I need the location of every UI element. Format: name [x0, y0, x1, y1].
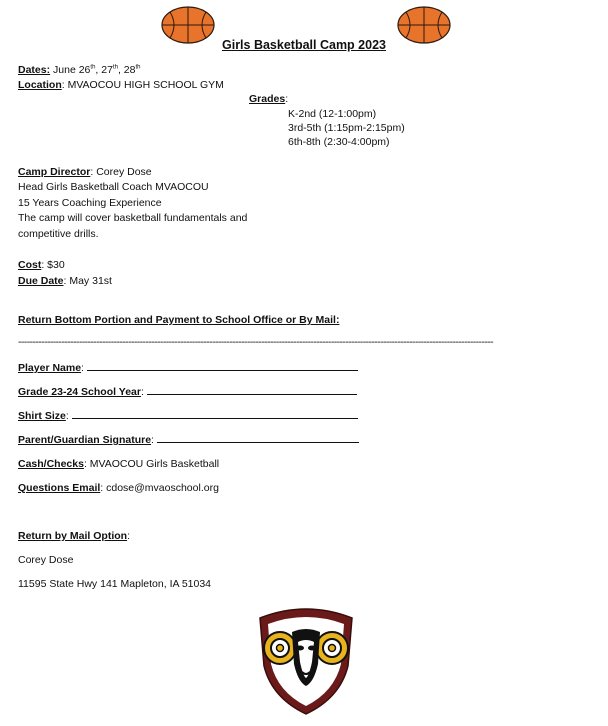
cost-value: : $30 [41, 259, 65, 271]
director-detail: Head Girls Basketball Coach MVAOCOU [18, 181, 209, 193]
grade-label: Grade 23-24 School Year [18, 386, 141, 398]
page-title: Girls Basketball Camp 2023 [222, 38, 386, 52]
ram-crest-logo [256, 604, 356, 716]
return-heading: Return Bottom Portion and Payment to School Office or By Mail: [18, 314, 340, 326]
player-name-blank[interactable] [87, 369, 358, 371]
cash-checks-value: : MVAOCOU Girls Basketball [83, 458, 220, 470]
signature-label: Parent/Guardian Signature [18, 434, 152, 446]
director-line [18, 166, 152, 178]
location-line [18, 79, 224, 91]
grade-blank[interactable] [147, 393, 357, 395]
grades-heading: Grades: [249, 93, 289, 105]
director-value: : Corey Dose [90, 166, 152, 178]
director-detail: competitive drills. [18, 228, 99, 240]
grade-item: 3rd-5th (1:15pm-2:15pm) [288, 122, 405, 134]
cash-checks-label: Cash/Checks [18, 458, 84, 470]
director-detail: The camp will cover basketball fundamentals and [18, 212, 248, 224]
grade-item: 6th-8th (2:30-4:00pm) [288, 136, 390, 148]
questions-label: Questions Email [18, 482, 101, 494]
location-label: Location [18, 79, 62, 91]
grade-item: K-2nd (12-1:00pm) [288, 108, 377, 120]
mail-option-label: Return by Mail Option [18, 530, 128, 542]
cash-checks-line [18, 458, 219, 470]
dates-label: Dates: [18, 64, 51, 76]
player-name-field[interactable]: Player Name: [18, 362, 358, 374]
player-name-label: Player Name [18, 362, 82, 374]
mail-address: 11595 State Hwy 141 Mapleton, IA 51034 [18, 578, 212, 590]
due-date-line [18, 275, 112, 287]
shirt-size-label: Shirt Size [18, 410, 66, 422]
grades-label: Grades [249, 93, 286, 105]
cut-line: -------------------------------------------------------------------------------------------------------------------------------------------------------------------- [18, 336, 494, 348]
cost-line [18, 259, 65, 271]
questions-line [18, 482, 219, 494]
shirt-size-blank[interactable] [72, 417, 358, 419]
questions-email: : cdose@mvaoschool.org [100, 482, 219, 494]
due-date-label: Due Date [18, 275, 64, 287]
dates-line: Dates: June 26th, 27th, 28th [18, 64, 141, 76]
cost-label: Cost [18, 259, 42, 271]
shirt-size-field[interactable]: Shirt Size: [18, 410, 358, 422]
grade-field[interactable]: Grade 23-24 School Year: [18, 386, 357, 398]
director-detail: 15 Years Coaching Experience [18, 197, 162, 209]
location-value: : MVAOCOU HIGH SCHOOL GYM [61, 79, 224, 91]
signature-field[interactable]: Parent/Guardian Signature: [18, 434, 359, 446]
mail-option-line: Return by Mail Option: [18, 530, 131, 542]
signature-blank[interactable] [157, 441, 359, 443]
due-date-value: : May 31st [63, 275, 112, 287]
mail-name: Corey Dose [18, 554, 74, 566]
director-label: Camp Director [18, 166, 91, 178]
